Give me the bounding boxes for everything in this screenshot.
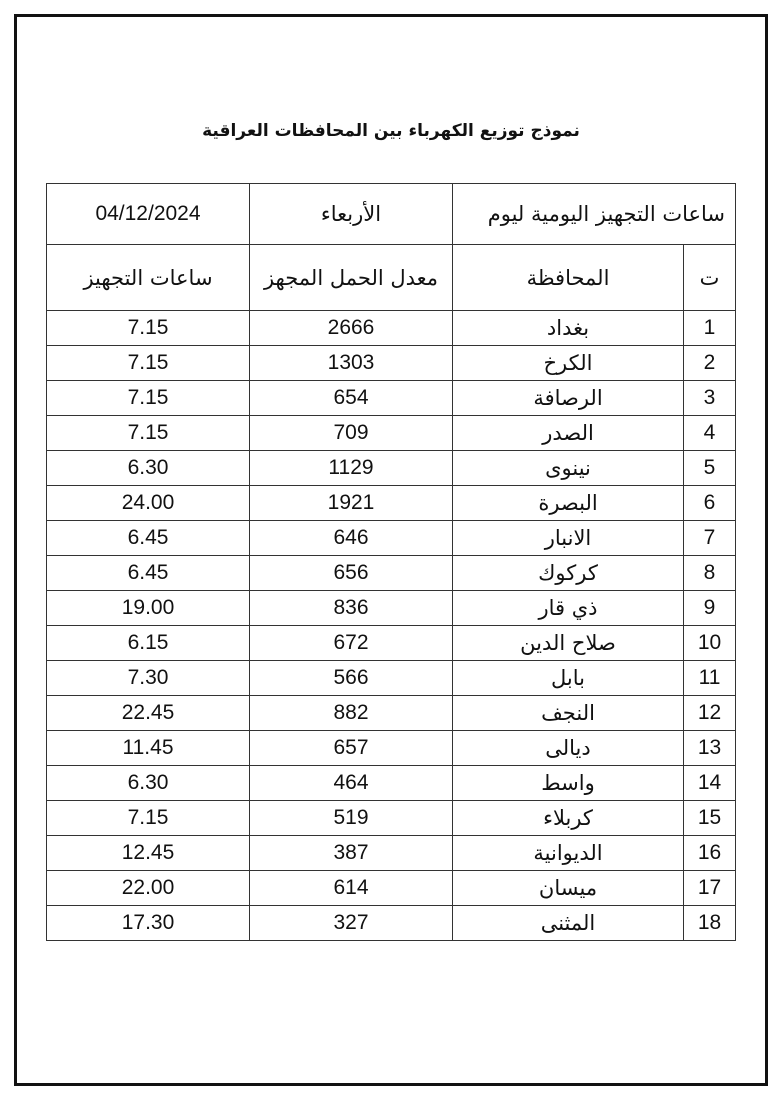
cell-province: بابل bbox=[453, 661, 684, 696]
cell-province: الديوانية bbox=[453, 836, 684, 871]
table-row bbox=[47, 381, 736, 416]
cell-province: الكرخ bbox=[453, 346, 684, 381]
cell-load: 657 bbox=[250, 731, 453, 766]
table-row bbox=[47, 626, 736, 661]
cell-hours: 24.00 bbox=[47, 486, 250, 521]
cell-hours: 7.15 bbox=[47, 801, 250, 836]
cell-hours: 11.45 bbox=[47, 731, 250, 766]
cell-hours: 6.15 bbox=[47, 626, 250, 661]
cell-province: صلاح الدين bbox=[453, 626, 684, 661]
cell-load: 327 bbox=[250, 906, 453, 941]
cell-index: 18 bbox=[684, 906, 736, 941]
cell-load: 519 bbox=[250, 801, 453, 836]
cell-load: 654 bbox=[250, 381, 453, 416]
cell-hours: 6.30 bbox=[47, 451, 250, 486]
cell-load: 1129 bbox=[250, 451, 453, 486]
cell-province: الرصافة bbox=[453, 381, 684, 416]
cell-index: 6 bbox=[684, 486, 736, 521]
cell-province: المثنى bbox=[453, 906, 684, 941]
cell-index: 17 bbox=[684, 871, 736, 906]
cell-hours: 22.45 bbox=[47, 696, 250, 731]
cell-index: 11 bbox=[684, 661, 736, 696]
cell-index: 15 bbox=[684, 801, 736, 836]
cell-load: 614 bbox=[250, 871, 453, 906]
cell-province: واسط bbox=[453, 766, 684, 801]
cell-hours: 7.15 bbox=[47, 416, 250, 451]
cell-province: النجف bbox=[453, 696, 684, 731]
cell-province: نينوى bbox=[453, 451, 684, 486]
table-row bbox=[47, 696, 736, 731]
cell-load: 2666 bbox=[250, 311, 453, 346]
cell-province: ذي قار bbox=[453, 591, 684, 626]
cell-hours: 12.45 bbox=[47, 836, 250, 871]
header-date: 04/12/2024 bbox=[47, 184, 250, 245]
cell-hours: 7.30 bbox=[47, 661, 250, 696]
table-row bbox=[47, 346, 736, 381]
cell-province: الانبار bbox=[453, 521, 684, 556]
table-row bbox=[47, 871, 736, 906]
electricity-table bbox=[46, 183, 736, 941]
cell-index: 12 bbox=[684, 696, 736, 731]
cell-province: ميسان bbox=[453, 871, 684, 906]
cell-load: 709 bbox=[250, 416, 453, 451]
cell-index: 1 bbox=[684, 311, 736, 346]
cell-load: 646 bbox=[250, 521, 453, 556]
table-row bbox=[47, 486, 736, 521]
table-row bbox=[47, 416, 736, 451]
cell-hours: 7.15 bbox=[47, 381, 250, 416]
cell-index: 5 bbox=[684, 451, 736, 486]
column-header-hours: ساعات التجهيز bbox=[47, 245, 250, 311]
cell-hours: 6.45 bbox=[47, 556, 250, 591]
cell-province: بغداد bbox=[453, 311, 684, 346]
cell-province: كربلاء bbox=[453, 801, 684, 836]
cell-load: 656 bbox=[250, 556, 453, 591]
table-row bbox=[47, 556, 736, 591]
table-row bbox=[47, 766, 736, 801]
table-row bbox=[47, 661, 736, 696]
cell-index: 10 bbox=[684, 626, 736, 661]
cell-index: 14 bbox=[684, 766, 736, 801]
header-row-columns bbox=[47, 245, 736, 311]
cell-load: 464 bbox=[250, 766, 453, 801]
header-day: الأربعاء bbox=[250, 184, 453, 245]
cell-province: الصدر bbox=[453, 416, 684, 451]
cell-province: البصرة bbox=[453, 486, 684, 521]
table-row bbox=[47, 591, 736, 626]
cell-load: 882 bbox=[250, 696, 453, 731]
cell-index: 8 bbox=[684, 556, 736, 591]
header-label: ساعات التجهيز اليومية ليوم bbox=[453, 184, 736, 245]
cell-load: 672 bbox=[250, 626, 453, 661]
cell-hours: 17.30 bbox=[47, 906, 250, 941]
column-header-load: معدل الحمل المجهز bbox=[250, 245, 453, 311]
cell-load: 836 bbox=[250, 591, 453, 626]
table-row bbox=[47, 836, 736, 871]
table-row bbox=[47, 731, 736, 766]
cell-hours: 6.30 bbox=[47, 766, 250, 801]
cell-hours: 6.45 bbox=[47, 521, 250, 556]
cell-load: 1921 bbox=[250, 486, 453, 521]
document-title: نموذج توزيع الكهرباء بين المحافظات العراقية bbox=[202, 121, 580, 141]
column-header-province: المحافظة bbox=[453, 245, 684, 311]
cell-hours: 7.15 bbox=[47, 346, 250, 381]
table-row bbox=[47, 521, 736, 556]
cell-hours: 22.00 bbox=[47, 871, 250, 906]
table-row bbox=[47, 801, 736, 836]
table-row bbox=[47, 451, 736, 486]
table-row bbox=[47, 906, 736, 941]
cell-hours: 19.00 bbox=[47, 591, 250, 626]
header-row-date bbox=[47, 184, 736, 245]
cell-load: 1303 bbox=[250, 346, 453, 381]
cell-hours: 7.15 bbox=[47, 311, 250, 346]
cell-load: 566 bbox=[250, 661, 453, 696]
cell-index: 3 bbox=[684, 381, 736, 416]
cell-index: 2 bbox=[684, 346, 736, 381]
cell-index: 9 bbox=[684, 591, 736, 626]
cell-index: 13 bbox=[684, 731, 736, 766]
table-row bbox=[47, 311, 736, 346]
cell-index: 16 bbox=[684, 836, 736, 871]
cell-index: 7 bbox=[684, 521, 736, 556]
cell-province: ديالى bbox=[453, 731, 684, 766]
column-header-index: ت bbox=[684, 245, 736, 311]
cell-load: 387 bbox=[250, 836, 453, 871]
cell-index: 4 bbox=[684, 416, 736, 451]
cell-province: كركوك bbox=[453, 556, 684, 591]
